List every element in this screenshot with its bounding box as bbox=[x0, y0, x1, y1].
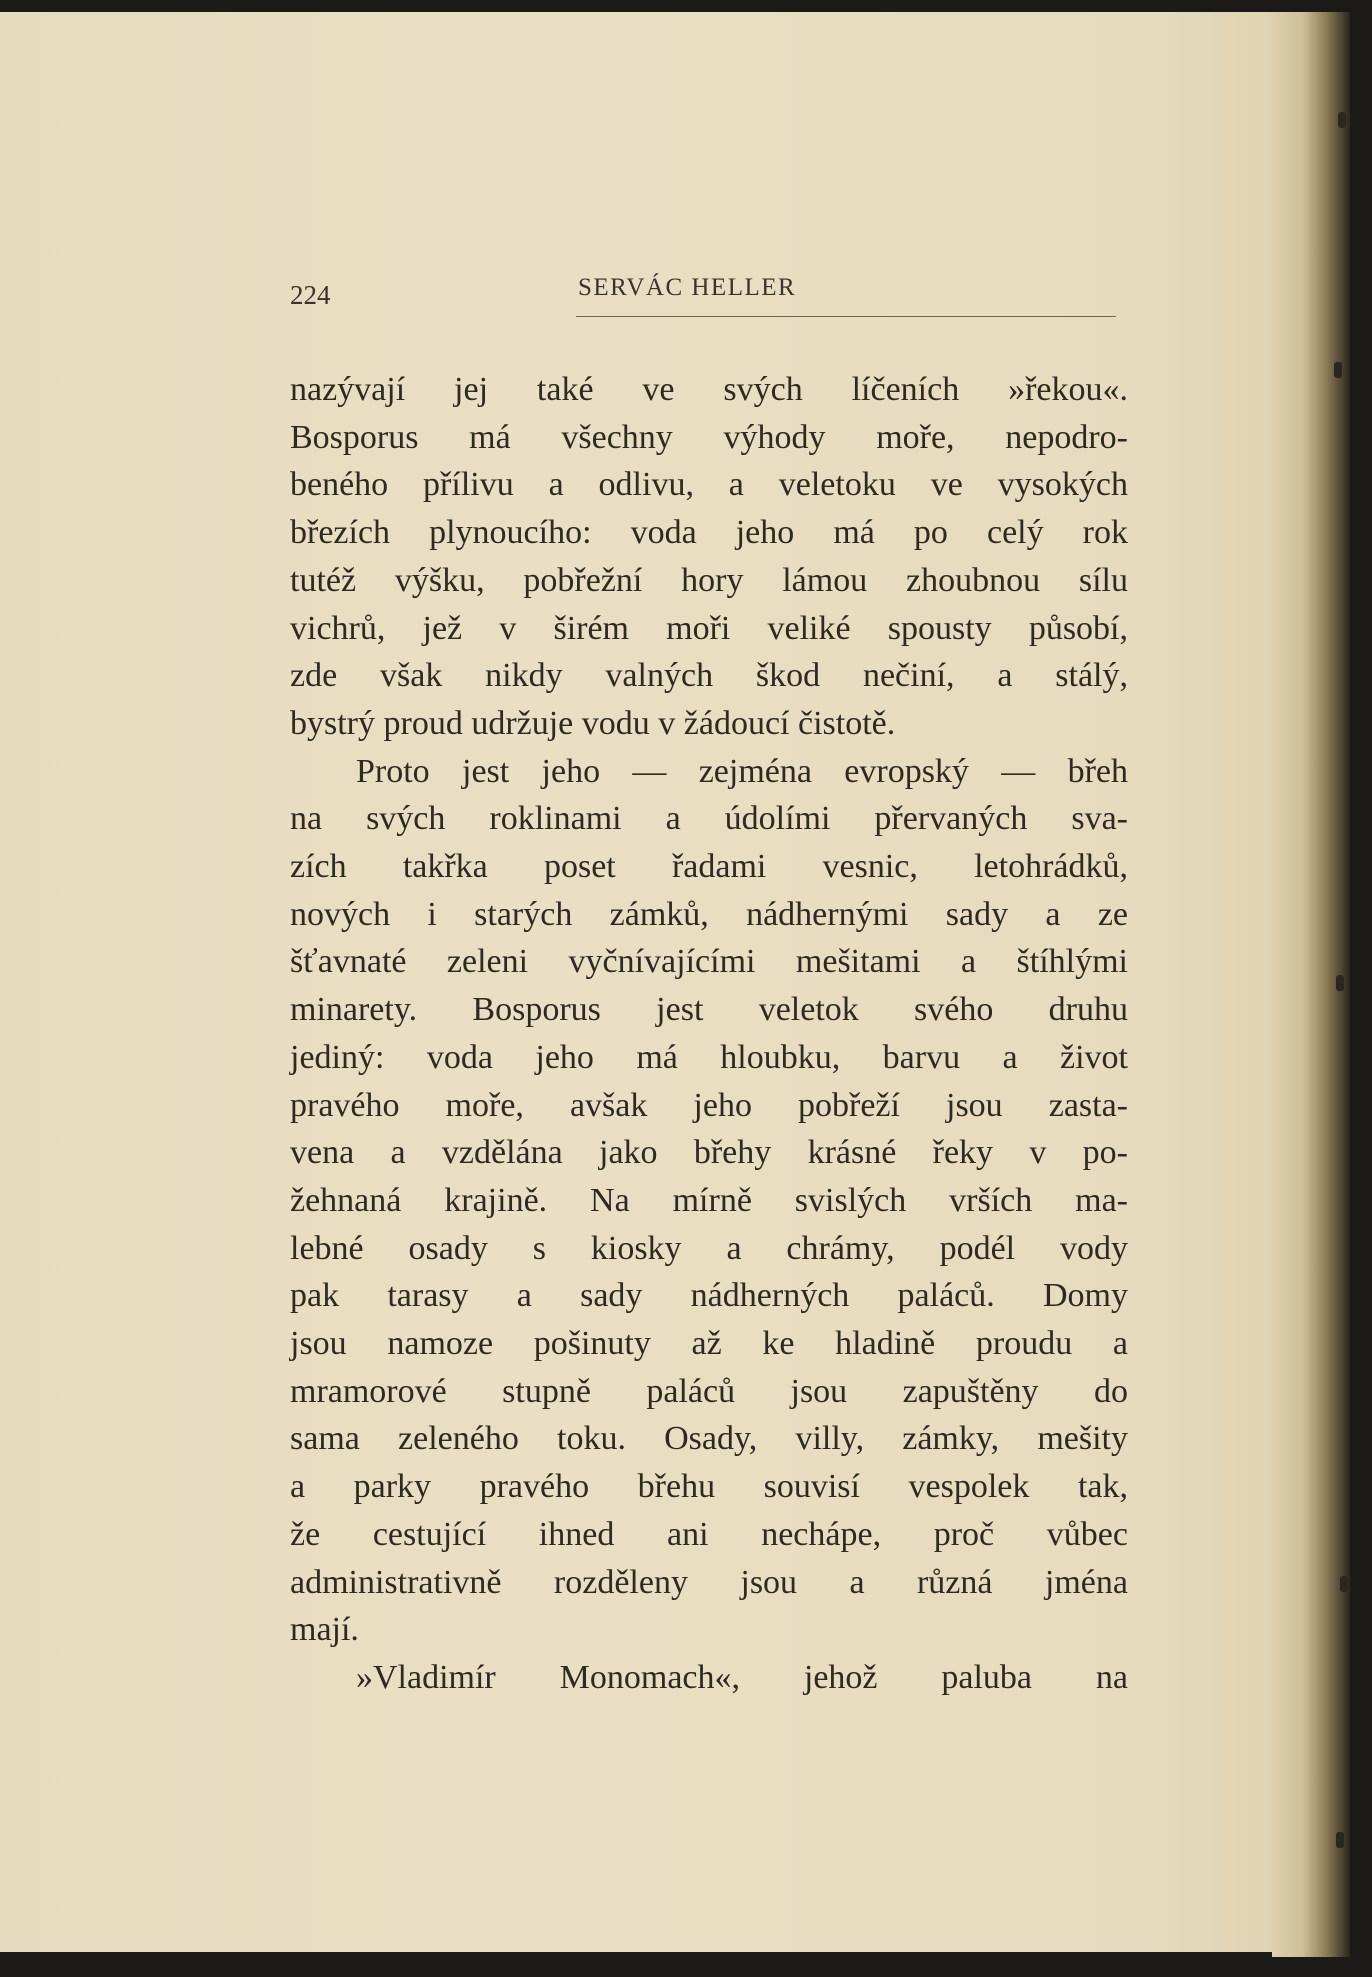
text-line: Bosporus má všechny výhody moře, nepodro- bbox=[290, 418, 1128, 456]
edge-blot bbox=[1338, 112, 1346, 128]
text-line: vichrů, jež v širém moři veliké spousty působí, bbox=[290, 609, 1128, 647]
text-line: administrativně rozděleny jsou a různá jména bbox=[290, 1563, 1128, 1601]
text-line: »Vladimír Monomach«, jehož paluba na bbox=[356, 1658, 1128, 1696]
edge-blot bbox=[1340, 1576, 1348, 1592]
text-line: nových i starých zámků, nádhernými sady a ze bbox=[290, 895, 1128, 933]
text-line: mají. bbox=[290, 1611, 359, 1649]
text-line: lebné osady s kiosky a chrámy, podél vody bbox=[290, 1229, 1128, 1267]
body-text bbox=[290, 366, 1128, 1702]
text-line: pak tarasy a sady nádherných paláců. Domy bbox=[290, 1277, 1128, 1315]
text-line: zde však nikdy valných škod nečiní, a stálý, bbox=[290, 657, 1128, 695]
text-line: že cestující ihned ani nechápe, proč vůbec bbox=[290, 1515, 1128, 1553]
text-line: březích plynoucího: voda jeho má po celý rok bbox=[290, 514, 1128, 552]
text-line: pravého moře, avšak jeho pobřeží jsou zasta- bbox=[290, 1086, 1128, 1124]
header-rule bbox=[576, 316, 1116, 317]
text-line: na svých roklinami a údolími přervaných sva- bbox=[290, 800, 1128, 838]
edge-blot bbox=[1336, 975, 1344, 991]
text-line: jediný: voda jeho má hloubku, barvu a život bbox=[290, 1038, 1128, 1076]
text-line: tutéž výšku, pobřežní hory lámou zhoubnou sílu bbox=[290, 561, 1128, 599]
text-line: žehnaná krajině. Na mírně svislých vrších ma- bbox=[290, 1181, 1128, 1219]
text-line: zích takřka poset řadami vesnic, letohrádků, bbox=[290, 848, 1128, 886]
running-head: SERVÁC HELLER bbox=[578, 274, 797, 301]
edge-blot bbox=[1334, 362, 1342, 378]
text-line: mramorové stupně paláců jsou zapuštěny do bbox=[290, 1372, 1128, 1410]
text-line: beného přílivu a odlivu, a veletoku ve vysokých bbox=[290, 466, 1128, 504]
text-line: Proto jest jeho — zejména evropský — břeh bbox=[356, 752, 1128, 790]
page-number: 224 bbox=[290, 280, 331, 310]
text-line: nazývají jej také ve svých líčeních »řekou«. bbox=[290, 371, 1128, 408]
text-line: vena a vzdělána jako břehy krásné řeky v po- bbox=[290, 1134, 1128, 1172]
text-line: minarety. Bosporus jest veletok svého druhu bbox=[290, 991, 1128, 1029]
edge-blot bbox=[1336, 1832, 1344, 1848]
text-line: jsou namoze pošinuty až ke hladině proudu a bbox=[290, 1325, 1128, 1363]
text-line: šťavnaté zeleni vyčnívajícími mešitami a štíhlými bbox=[290, 943, 1128, 981]
page-header bbox=[290, 272, 1120, 322]
text-line: a parky pravého břehu souvisí vespolek tak, bbox=[290, 1468, 1128, 1506]
text-line: bystrý proud udržuje vodu v žádoucí čistotě. bbox=[290, 704, 896, 742]
text-line: sama zeleného toku. Osady, villy, zámky, mešity bbox=[290, 1420, 1128, 1458]
